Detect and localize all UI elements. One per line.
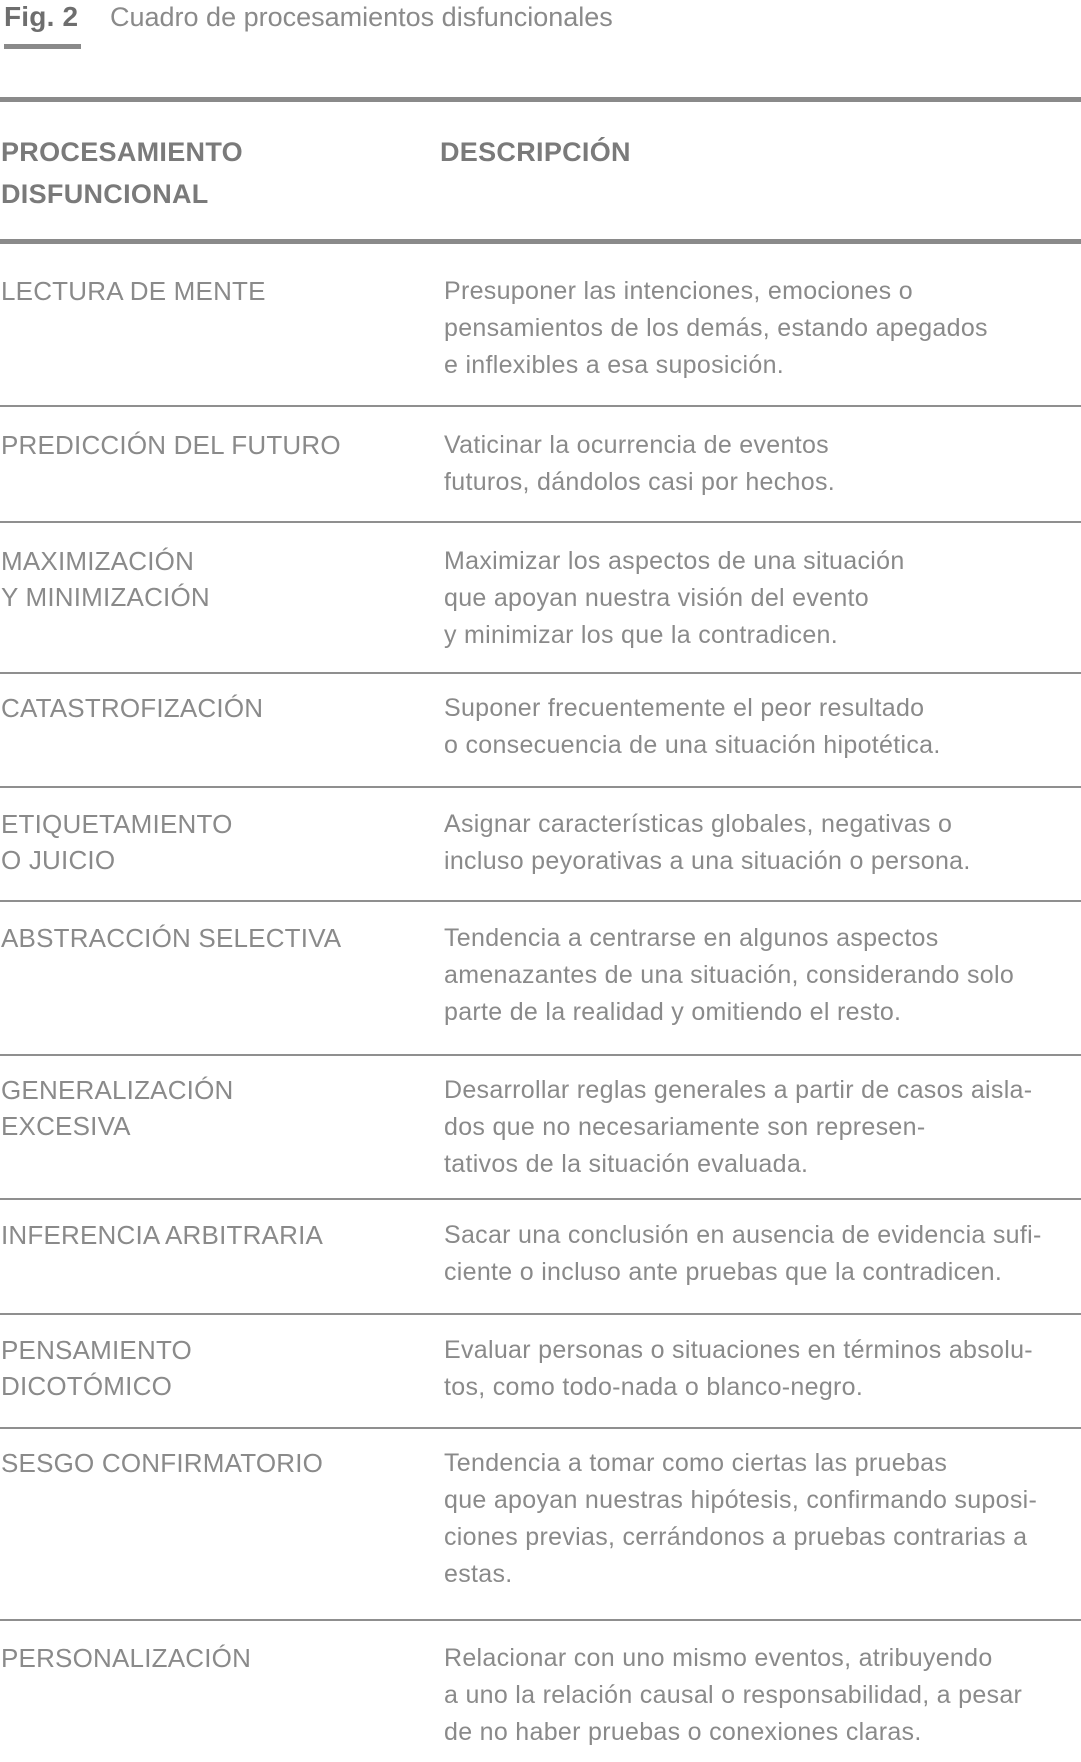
row-description: Suponer frecuentemente el peor resultado o consecuencia de una situación hipotética. <box>444 694 941 759</box>
figure-number-underline <box>4 44 81 49</box>
column-header-term: PROCESAMIENTO DISFUNCIONAL <box>1 137 243 209</box>
table-header-rule <box>0 239 1081 244</box>
row-term: PERSONALIZACIÓN <box>1 1643 252 1673</box>
row-divider <box>0 1619 1081 1621</box>
row-term: ABSTRACCIÓN SELECTIVA <box>1 923 342 953</box>
row-divider <box>0 405 1081 407</box>
row-description: Maximizar los aspectos de una situación que apoyan nuestra visión del evento y minimizar los que la contradicen. <box>444 547 905 649</box>
column-header-description: DESCRIPCIÓN <box>440 137 631 167</box>
row-divider <box>0 1198 1081 1200</box>
row-term: LECTURA DE MENTE <box>1 276 266 306</box>
figure-number: Fig. 2 <box>4 1 79 32</box>
row-term: MAXIMIZACIÓN Y MINIMIZACIÓN <box>1 546 210 612</box>
row-description: Sacar una conclusión en ausencia de evidencia sufi- ciente o incluso ante pruebas que la contradicen. <box>444 1221 1042 1286</box>
row-term: GENERALIZACIÓN EXCESIVA <box>1 1075 234 1141</box>
row-description: Tendencia a tomar como ciertas las pruebas que apoyan nuestras hipótesis, confirmando suposi- ciones previas, cerrándonos a pruebas contrarias a estas. <box>444 1449 1038 1588</box>
row-term: SESGO CONFIRMATORIO <box>1 1448 324 1478</box>
row-description: Asignar características globales, negativas o incluso peyorativas a una situación o persona. <box>444 810 971 875</box>
row-divider <box>0 672 1081 674</box>
table-top-rule <box>0 97 1081 102</box>
row-divider <box>0 1427 1081 1429</box>
row-divider <box>0 786 1081 788</box>
row-description: Tendencia a centrarse en algunos aspectos amenazantes de una situación, considerando solo parte de la realidad y omitiendo el resto. <box>444 924 1015 1026</box>
row-term: CATASTROFIZACIÓN <box>1 693 264 723</box>
row-term: INFERENCIA ARBITRARIA <box>1 1220 324 1250</box>
figure-header <box>0 0 1081 56</box>
row-term: PREDICCIÓN DEL FUTURO <box>1 430 341 460</box>
row-term: PENSAMIENTO DICOTÓMICO <box>1 1335 192 1401</box>
figure-title: Cuadro de procesamientos disfuncionales <box>110 2 613 32</box>
row-divider <box>0 521 1081 523</box>
row-description: Desarrollar reglas generales a partir de casos aisla- dos que no necesariamente son represen- tativos de la situación evaluada. <box>444 1076 1033 1178</box>
row-description: Relacionar con uno mismo eventos, atribuyendo a uno la relación causal o responsabilidad, a pesar de no haber pruebas o conexiones claras. <box>444 1644 1023 1746</box>
row-divider <box>0 900 1081 902</box>
row-divider <box>0 1054 1081 1056</box>
row-description: Presuponer las intenciones, emociones o pensamientos de los demás, estando apegados e inflexibles a esa suposición. <box>444 277 988 379</box>
row-term: ETIQUETAMIENTO O JUICIO <box>1 809 233 875</box>
row-divider <box>0 1313 1081 1315</box>
row-description: Vaticinar la ocurrencia de eventos futuros, dándolos casi por hechos. <box>444 431 835 496</box>
row-description: Evaluar personas o situaciones en términos absolu- tos, como todo-nada o blanco-negro. <box>444 1336 1033 1401</box>
